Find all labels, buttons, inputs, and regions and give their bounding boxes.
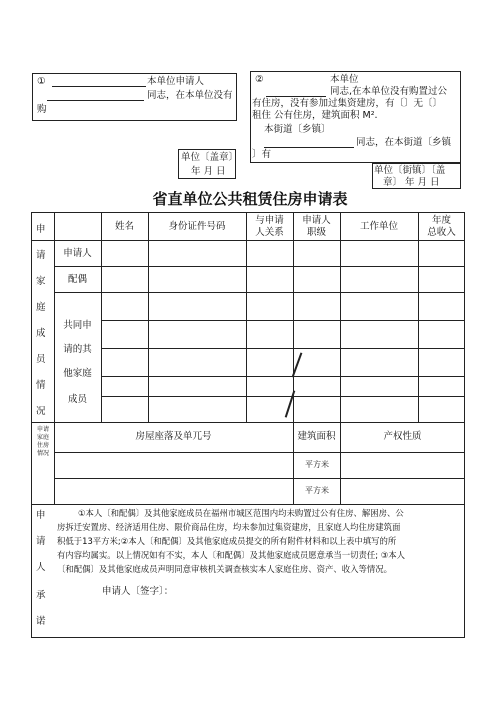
row-line — [54, 478, 465, 479]
housing-header-area: 建筑面积 — [297, 431, 336, 442]
header-id: 身份证件号码 — [168, 221, 226, 232]
housing-header-address: 房屋座落及单兀号 — [135, 431, 212, 442]
header-rank-2: 职级 — [306, 227, 326, 238]
section1-char: 请 — [36, 250, 46, 261]
header-rank-1: 申请人 — [302, 215, 331, 226]
box2-line5: 本街道〔乡镇〕 — [264, 124, 331, 135]
section3-char: 人 — [36, 562, 46, 573]
section3-char: 请 — [36, 536, 46, 547]
row-line — [54, 292, 465, 293]
section1-char: 情 — [36, 380, 46, 391]
row-line — [101, 376, 465, 377]
section3-char: 承 — [36, 590, 46, 601]
row-line — [31, 240, 465, 241]
box1-line3-text: 购 — [37, 104, 47, 115]
box2-line1: 本单位 — [330, 74, 359, 85]
promise-line: 积低于13平方米;②本人〔和配偶〕及其他家庭成员提交的所有附件材料和以上表中填写的所 — [57, 536, 397, 546]
section1-char: 庭 — [36, 302, 46, 313]
applicant-signature-label: 申请人〔签字〕： — [102, 586, 174, 597]
header-work: 工作单位 — [359, 221, 398, 232]
box2-line3: 有住房，没有参加过集资建房，有〔〕无〔〕 — [252, 98, 443, 109]
row-label-applicant: 申请人 — [63, 248, 92, 259]
stamp1-line2: 年 月 日 — [191, 166, 226, 177]
section3-char: 诺 — [36, 616, 46, 627]
header-income-2: 总收入 — [427, 227, 456, 238]
promise-line: 房拆迁安置房、经济适用住房、限价商品住房，均未参加过集资建房，且家庭人均住房建筑面 — [57, 522, 401, 532]
promise-line: 有内容均属实。以上情况如有不实，本人〔和配偶〕及其他家庭成员愿意承当一切责任; ③本人 — [57, 550, 405, 560]
unit-sqm: 平方米 — [305, 460, 329, 469]
box1-line2-text: 同志，在本单位没有 — [147, 90, 233, 101]
row-label-others: 请的其 — [63, 344, 92, 355]
row-line — [54, 452, 465, 453]
stamp1-line1: 单位〔盖章〕 — [181, 152, 239, 163]
box2-line4: 租住 公有住房，建筑面积 M². — [252, 110, 378, 121]
housing-header-nature: 产权性质 — [383, 431, 422, 442]
section1-char: 况 — [36, 406, 46, 417]
section2-label: 申请家庭住房情况 — [36, 426, 49, 457]
section1-char: 申 — [36, 224, 46, 235]
col-line — [418, 212, 419, 422]
row-label-others: 他家庭 — [63, 368, 92, 379]
row-line — [101, 320, 465, 321]
header-income-1: 年度 — [431, 215, 451, 226]
box1-name-blank[interactable] — [52, 76, 146, 87]
box1-line1-text: 本单位申请人 — [147, 76, 205, 87]
box1-number: ① — [37, 76, 46, 87]
col-line — [293, 212, 294, 504]
row-line — [31, 422, 465, 423]
stamp2-line2: 章〕 年 月 日 — [383, 177, 440, 188]
box2-line2: 同志,在本单位没有购置过公 — [330, 86, 448, 97]
row-label-spouse: 配偶 — [67, 274, 87, 285]
box2-street-blank[interactable] — [264, 137, 354, 148]
box2-name-blank[interactable] — [266, 86, 326, 97]
unit-sqm: 平方米 — [305, 486, 329, 495]
row-line — [101, 348, 465, 349]
row-line — [101, 396, 465, 397]
header-relation-1: 与申请 — [255, 215, 284, 226]
box2-number: ② — [255, 74, 264, 85]
section3-char: 申 — [36, 510, 46, 521]
col-line — [148, 212, 149, 422]
stamp2-line1: 单位〔街镇〕〔盖 — [374, 165, 446, 176]
box1-person-blank[interactable] — [47, 90, 144, 101]
box2-line6: 同志，在本街道〔乡镇 — [356, 137, 452, 148]
section1-char: 家 — [36, 276, 46, 287]
box2-line7: 〕有 — [252, 149, 272, 160]
header-relation-2: 人关系 — [255, 227, 284, 238]
col-line — [101, 212, 102, 422]
row-label-others: 共同申 — [63, 320, 92, 331]
section1-char: 员 — [36, 354, 46, 365]
row-line — [54, 266, 465, 267]
col-line — [340, 212, 341, 422]
form-title: 省直单位公共租赁住房申请表 — [152, 190, 348, 208]
header-name: 姓名 — [114, 221, 134, 232]
promise-line: 〔和配偶〕及其他家庭成员声明同意审核机关调查核实本人家庭住房、资产、收入等情况。 — [57, 564, 392, 574]
promise-line: ①本人〔和配偶〕及其他家庭成员在福州市城区范围内均未购置过公有住房、解困房、公 — [78, 508, 404, 518]
row-line — [31, 504, 465, 505]
row-label-others: 成员 — [67, 394, 87, 405]
col-line — [246, 212, 247, 422]
section1-char: 成 — [36, 328, 46, 339]
